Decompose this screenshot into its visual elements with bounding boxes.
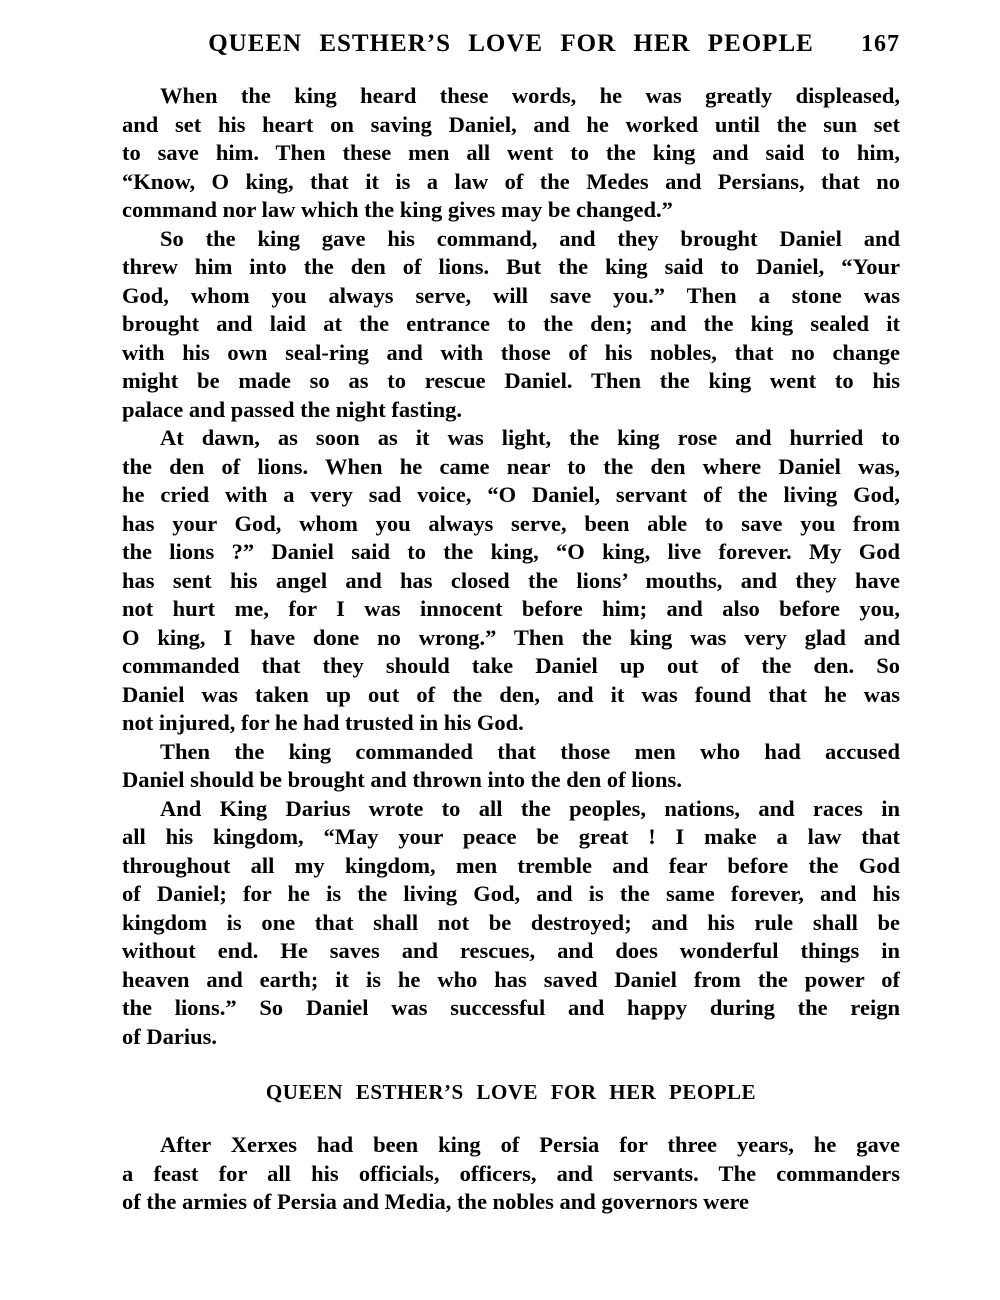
text-line: the lions ?” Daniel said to the king, “O king, live forever. My God <box>122 539 900 564</box>
text-line: God, whom you always serve, will save you.” Then a stone was <box>122 282 900 308</box>
text-line: without end. He saves and rescues, and does wonderful things in <box>122 938 900 963</box>
text-line: “Know, O king, that it is a law of the Medes and Persians, that no <box>122 168 900 194</box>
text-line: O king, I have done no wrong.” Then the king was very glad and <box>122 624 900 650</box>
text-line: Daniel was taken up out of the den, and it was found that he was <box>122 681 900 707</box>
text-line: all his kingdom, “May your peace be great ! I make a law that <box>122 824 900 849</box>
paragraph <box>122 738 900 795</box>
running-header <box>122 30 900 58</box>
running-header-title: QUEEN ESTHER’S LOVE FOR HER PEOPLE <box>208 30 814 57</box>
text-line: After Xerxes had been king of Persia for three years, he gave <box>160 1132 900 1157</box>
text-line: of Daniel; for he is the living God, and is the same forever, and his <box>122 881 900 906</box>
text-line: Then the king commanded that those men who had accused <box>160 738 900 764</box>
text-line: the lions.” So Daniel was successful and happy during the reign <box>122 995 900 1020</box>
page-body <box>122 82 900 1217</box>
text-line: heaven and earth; it is he who has saved Daniel from the power of <box>122 966 900 992</box>
text-line: with his own seal-ring and with those of his nobles, that no change <box>122 339 900 365</box>
text-line: And King Darius wrote to all the peoples, nations, and races in <box>160 795 900 821</box>
text-line: throughout all my kingdom, men tremble and fear before the God <box>122 852 900 878</box>
text-line: When the king heard these words, he was greatly displeased, <box>160 83 900 108</box>
page-number: 167 <box>861 31 900 57</box>
text-line: has your God, whom you always serve, been able to save you from <box>122 510 900 536</box>
text-line: commanded that they should take Daniel up out of the den. So <box>122 653 900 678</box>
text-line: threw him into the den of lions. But the king said to Daniel, “Your <box>122 254 900 279</box>
text-line: he cried with a very sad voice, “O Daniel, servant of the living God, <box>122 482 900 507</box>
paragraph <box>122 795 900 1052</box>
text-line: a feast for all his officials, officers, and servants. The commanders <box>122 1160 900 1186</box>
paragraph <box>122 82 900 225</box>
paragraph <box>122 225 900 425</box>
text-line: kingdom is one that shall not be destroyed; and his rule shall be <box>122 909 900 935</box>
paragraph <box>122 1131 900 1217</box>
text-line: has sent his angel and has closed the lions’ mouths, and they have <box>122 567 900 593</box>
text-line: brought and laid at the entrance to the den; and the king sealed it <box>122 311 900 336</box>
text-line: At dawn, as soon as it was light, the king rose and hurried to <box>160 425 900 450</box>
section-heading: QUEEN ESTHER’S LOVE FOR HER PEOPLE <box>265 1080 757 1104</box>
text-line: palace and passed the night fasting. <box>122 396 463 422</box>
text-line: might be made so as to rescue Daniel. Then the king went to his <box>122 368 900 393</box>
text-line: So the king gave his command, and they brought Daniel and <box>160 225 900 251</box>
text-line: not injured, for he had trusted in his God. <box>122 710 524 735</box>
text-line: and set his heart on saving Daniel, and he worked until the sun set <box>122 111 900 137</box>
paragraph <box>122 424 900 738</box>
text-line: to save him. Then these men all went to the king and said to him, <box>122 140 900 165</box>
text-line: the den of lions. When he came near to the den where Daniel was, <box>122 453 900 479</box>
text-column <box>122 30 900 1217</box>
text-line: command nor law which the king gives may be changed.” <box>122 197 673 222</box>
text-line: of Darius. <box>122 1023 217 1049</box>
text-line: of the armies of Persia and Media, the nobles and governors were <box>122 1189 750 1214</box>
text-line: not hurt me, for I was innocent before him; and also before you, <box>122 596 900 621</box>
text-line: Daniel should be brought and thrown into the den of lions. <box>122 767 682 792</box>
